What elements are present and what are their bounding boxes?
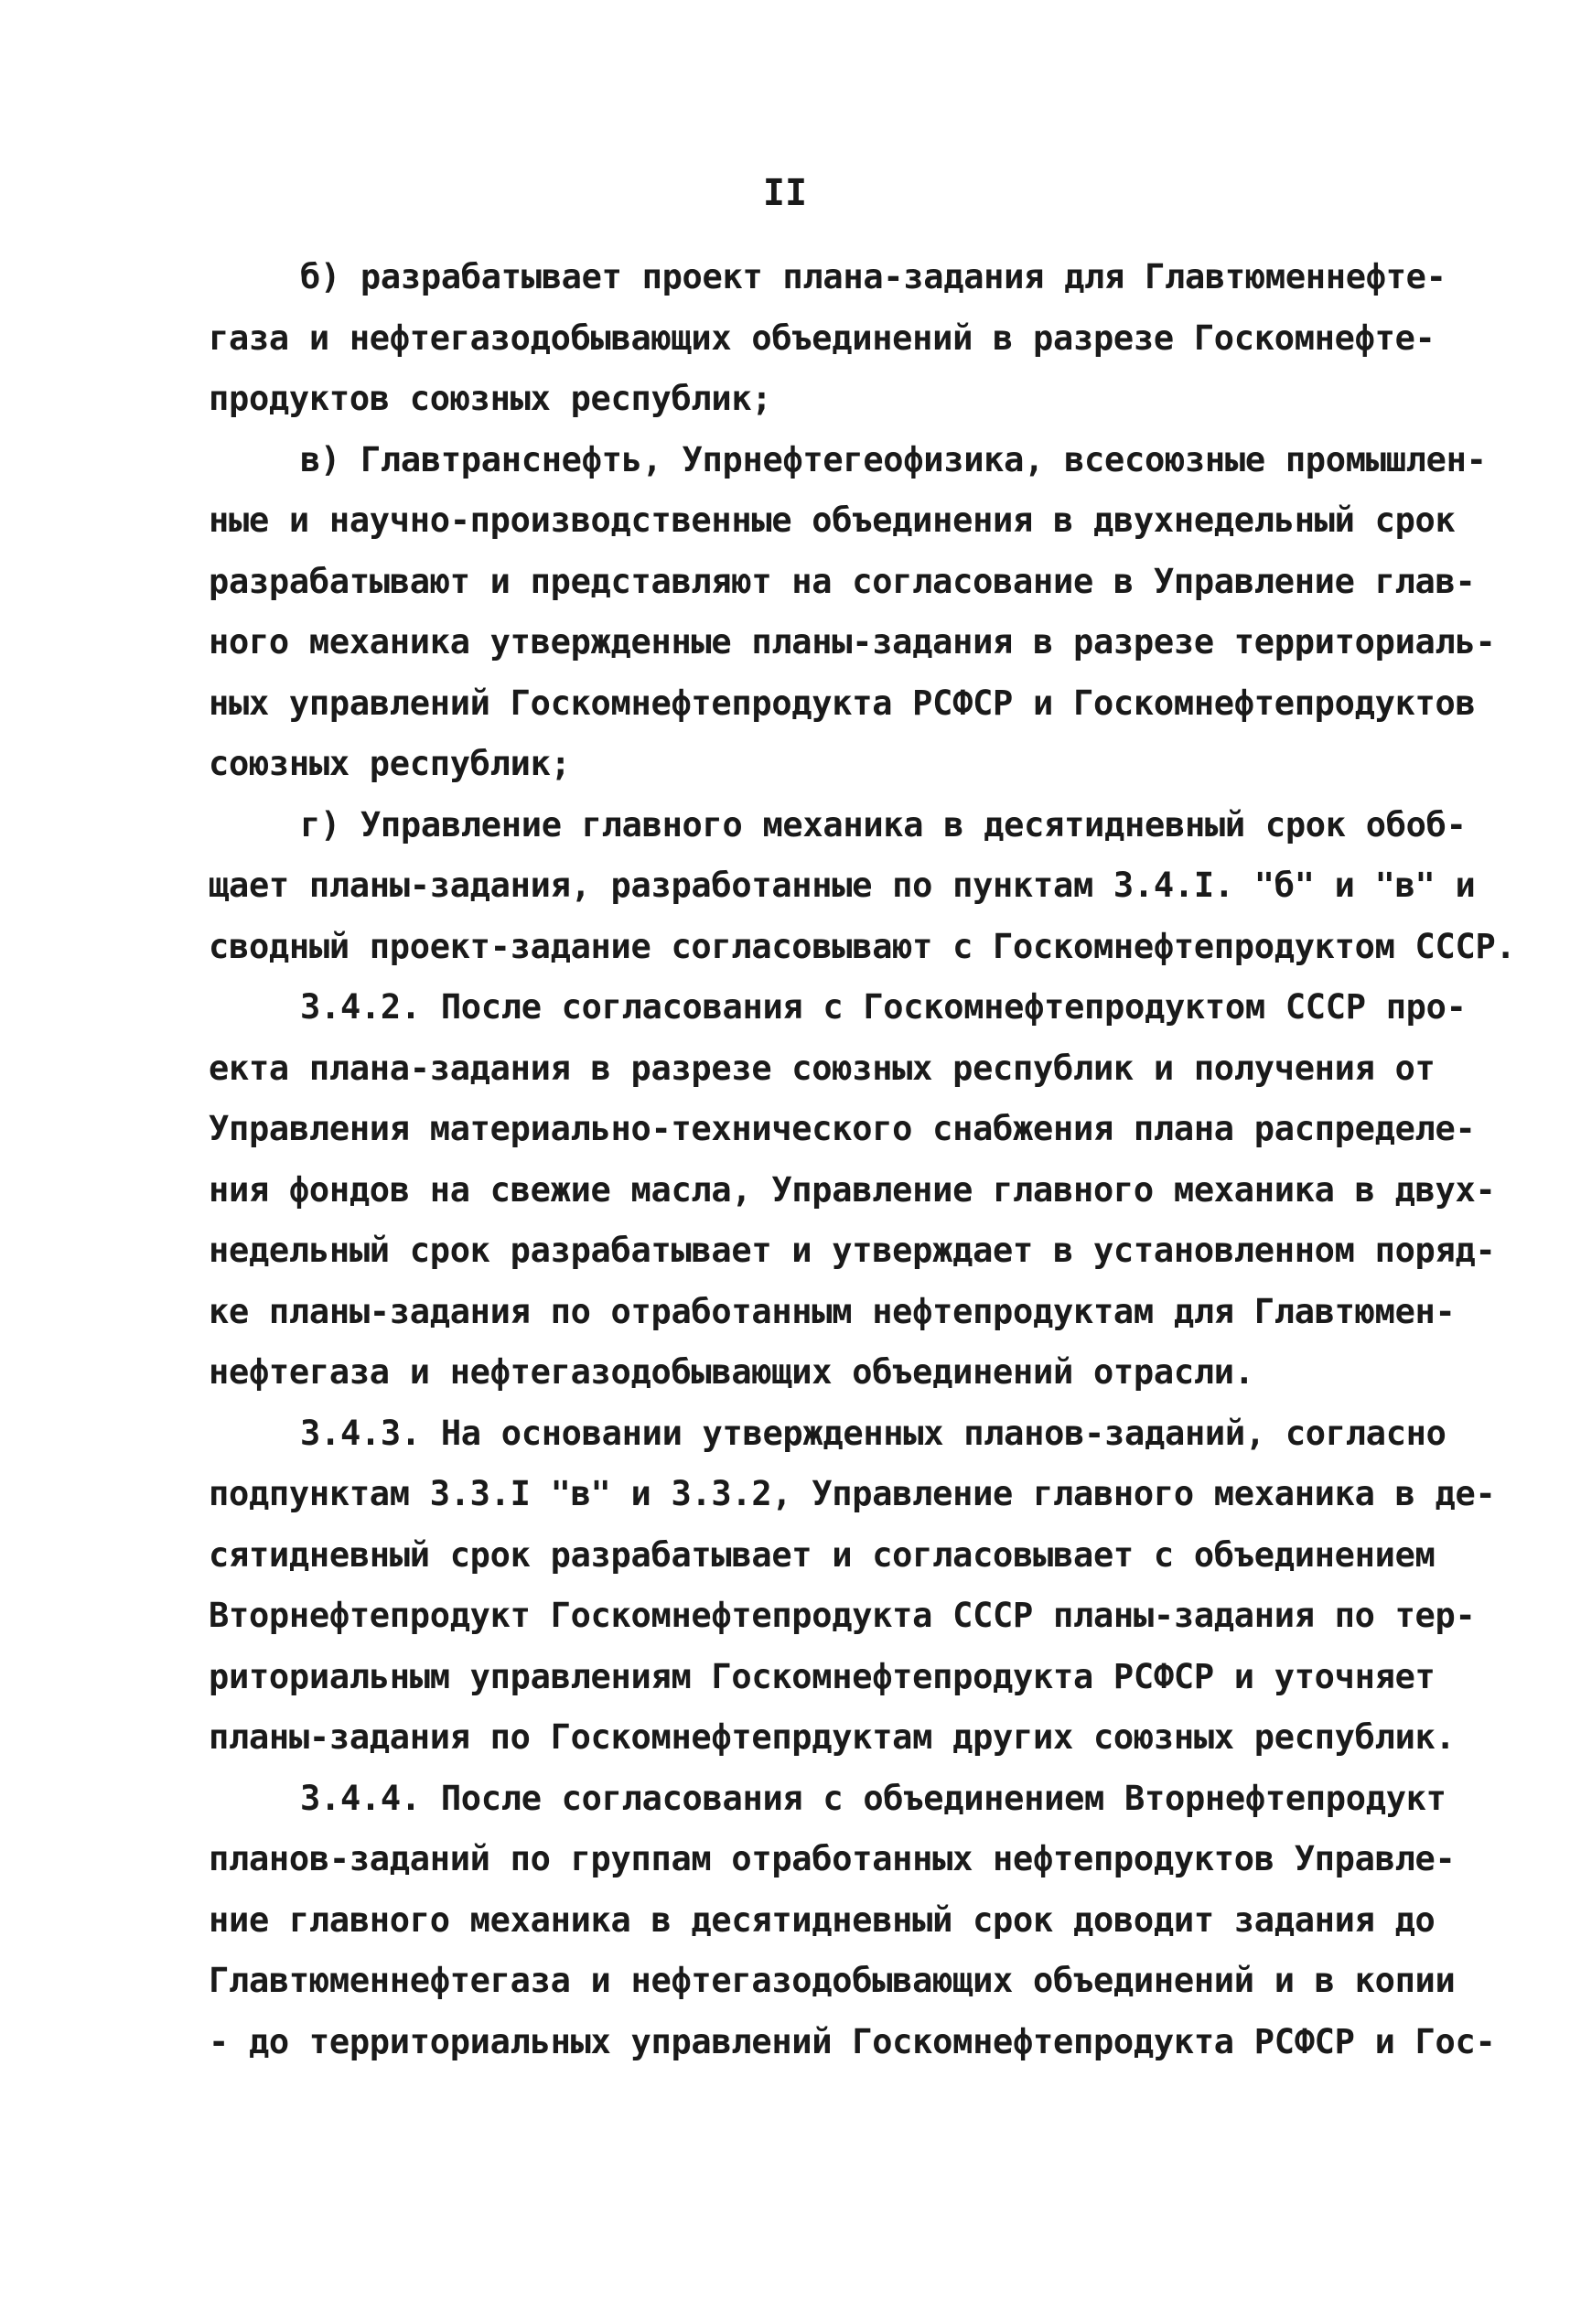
text-line: планов-заданий по группам отработанных нефтепродуктов Управле-: [209, 1839, 1456, 1878]
text-line: недельный срок разрабатывает и утверждает в установленном поряд-: [209, 1231, 1496, 1270]
text-line: екта плана-задания в разрезе союзных республик и получения от: [209, 1048, 1436, 1088]
text-line: 3.4.4. После согласования с объединением Вторнефтепродукт: [300, 1778, 1446, 1818]
text-line: ные и научно-производственные объединения в двухнедельный срок: [209, 500, 1456, 540]
text-line: разрабатывают и представляют на согласование в Управление глав-: [209, 561, 1476, 601]
text-line: б) разрабатывает проект плана-задания для Главтюменнефте-: [300, 257, 1446, 296]
text-line: ного механика утвержденные планы-задания в разрезе территориаль-: [209, 622, 1496, 662]
text-line: в) Главтранснефть, Упрнефтегеофизика, всесоюзные промышлен-: [300, 439, 1487, 479]
text-line: подпунктам 3.3.I "в" и 3.3.2, Управление главного механика в де-: [209, 1474, 1496, 1513]
text-line: сятидневный срок разрабатывает и согласовывает с объединением: [209, 1534, 1436, 1575]
text-line: Главтюменнефтегаза и нефтегазодобывающих объединений и в копии: [209, 1961, 1456, 2000]
text-line: 3.4.3. На основании утвержденных планов-заданий, согласно: [300, 1413, 1446, 1453]
text-line: продуктов союзных республик;: [209, 379, 772, 418]
text-line: Управления материально-технического снабжения плана распределе-: [209, 1109, 1476, 1148]
text-line: г) Управление главного механика в десятидневный срок обоб-: [300, 804, 1467, 845]
text-line: союзных республик;: [209, 744, 571, 783]
text-line: ке планы-задания по отработанным нефтепродуктам для Главтюмен-: [209, 1291, 1456, 1331]
text-line: ние главного механика в десятидневный срок доводит задания до: [209, 1899, 1436, 1940]
page-number: II: [762, 172, 808, 214]
text-line: - до территориальных управлений Госкомнефтепродукта РСФСР и Гос-: [209, 2021, 1496, 2061]
text-line: щает планы-задания, разработанные по пунктам 3.4.I. "б" и "в" и: [209, 866, 1476, 905]
text-line: риториальным управлениям Госкомнефтепродукта РСФСР и уточняет: [209, 1656, 1436, 1696]
text-line: ния фондов на свежие масла, Управление главного механика в двух-: [209, 1169, 1496, 1210]
text-line: газа и нефтегазодобывающих объединений в разрезе Госкомнефте-: [209, 317, 1436, 358]
text-line: сводный проект-задание согласовывают с Госкомнефтепродуктом СССР.: [209, 926, 1516, 966]
text-line: 3.4.2. После согласования с Госкомнефтепродуктом СССР про-: [300, 987, 1467, 1027]
document-body: [209, 247, 1516, 2072]
text-line: ных управлений Госкомнефтепродукта РСФСР и Госкомнефтепродуктов: [209, 683, 1476, 723]
text-line: планы-задания по Госкомнефтепрдуктам других союзных республик.: [209, 1717, 1456, 1757]
text-line: Вторнефтепродукт Госкомнефтепродукта СССР планы-задания по тер-: [209, 1596, 1476, 1635]
text-line: нефтегаза и нефтегазодобывающих объединений отрасли.: [209, 1352, 1254, 1392]
